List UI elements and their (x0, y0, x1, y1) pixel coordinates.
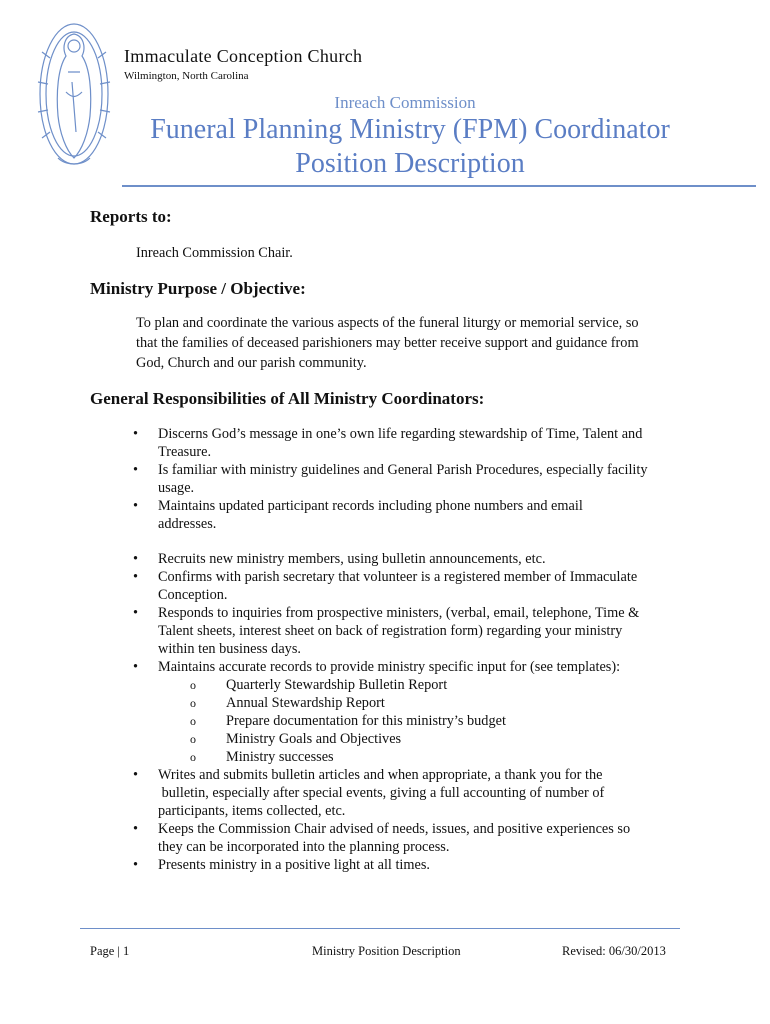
sub-list-item: o Ministry Goals and Objectives (190, 731, 402, 747)
footer-divider (80, 928, 680, 929)
list-item: • Recruits new ministry members, using bulletin announcements, etc. (133, 551, 546, 567)
page-title: Funeral Planning Ministry (FPM) Coordinator (150, 114, 670, 145)
revised-date: Revised: 06/30/2013 (562, 944, 666, 958)
list-item: • Confirms with parish secretary that volunteer is a registered member of Immaculate Conception. (133, 569, 638, 603)
list-item: • Is familiar with ministry guidelines and General Parish Procedures, especially facility usage. (133, 462, 648, 496)
sub-list-item: o Annual Stewardship Report (190, 695, 385, 711)
church-name: Immaculate Conception Church (124, 46, 363, 66)
templates-sublist (158, 676, 693, 766)
list-item: • Presents ministry in a positive light at all times. (133, 857, 431, 873)
responsibilities-list (133, 425, 693, 874)
list-item: • Discerns God’s message in one’s own life regarding stewardship of Time, Talent and Treasure. (133, 426, 643, 460)
list-item: • Responds to inquiries from prospective ministers, (verbal, email, telephone, Time & Talent sheets, interest sheet on back of registration form) regarding your ministry within ten business days. (133, 605, 640, 657)
page-subtitle: Position Description (295, 148, 525, 179)
general-heading: General Responsibilities of All Ministry Coordinators: (90, 389, 485, 408)
header-divider (122, 185, 756, 187)
list-item: • Writes and submits bulletin articles and when appropriate, a thank you for the bulletin, especially after special events, giving a full accounting of number of participants, items collected, etc. (133, 767, 605, 819)
list-item: • Maintains updated participant records including phone numbers and email addresses. (133, 498, 583, 532)
purpose-line: that the families of deceased parishioners may better receive support and guidance from (136, 335, 639, 351)
purpose-line: To plan and coordinate the various aspects of the funeral liturgy or memorial service, so (136, 315, 639, 331)
list-item: • Maintains accurate records to provide ministry specific input for (see templates): o Quarterly Stewardship Bulletin Report o Annual Stewardship Report o Prepare documentation for this ministry’s budget o Ministry Goals and Objectives o Ministry successes (133, 658, 693, 766)
reports-to-text: Inreach Commission Chair. (136, 245, 293, 261)
purpose-line: God, Church and our parish community. (136, 355, 367, 371)
purpose-text (136, 313, 639, 373)
page-number: Page | 1 (90, 944, 130, 958)
commission-name: Inreach Commission (334, 93, 476, 112)
purpose-heading: Ministry Purpose / Objective: (90, 279, 306, 298)
church-location: Wilmington, North Carolina (124, 70, 249, 82)
reports-to-heading: Reports to: (90, 207, 172, 226)
sub-list-item: o Prepare documentation for this ministry’s budget (190, 713, 506, 729)
footer-title: Ministry Position Description (312, 944, 461, 958)
sub-list-item: o Ministry successes (190, 749, 334, 765)
list-item: • Keeps the Commission Chair advised of needs, issues, and positive experiences so they can be incorporated into the planning process. (133, 821, 631, 855)
sub-list-item: o Quarterly Stewardship Bulletin Report (190, 677, 448, 693)
